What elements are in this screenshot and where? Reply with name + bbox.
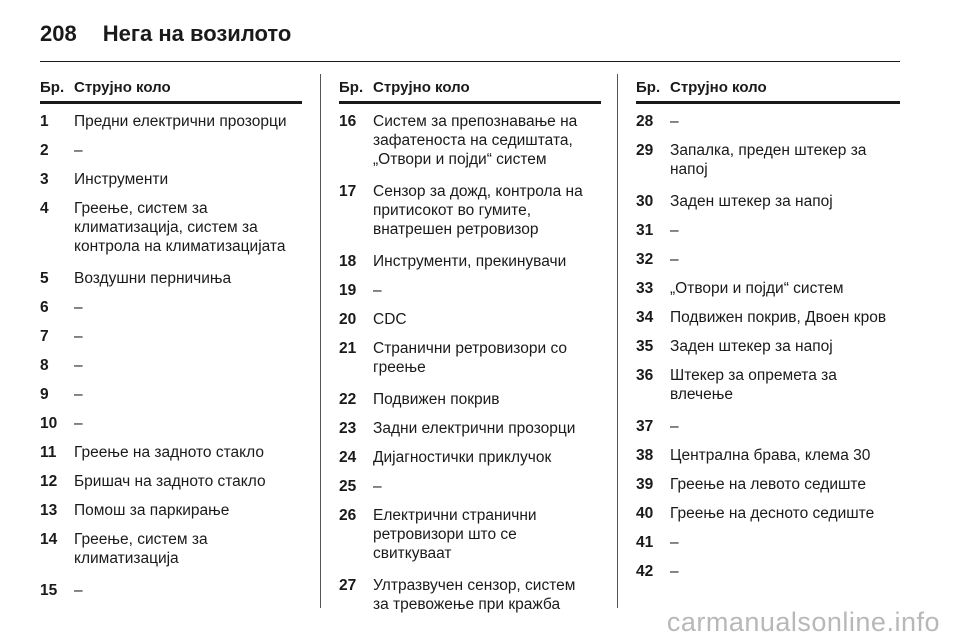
fuse-number: 19 (339, 282, 357, 299)
fuse-row (40, 112, 302, 131)
fuse-number: 7 (40, 328, 49, 345)
column-divider (617, 74, 618, 608)
fuse-number: 9 (40, 386, 49, 403)
fuse-number: 32 (636, 251, 654, 268)
fuse-row (636, 475, 900, 494)
fuse-circuit: Систем за препознавање на зафатеноста на седиштата, „Отвори и појди“ систем (373, 113, 578, 168)
fuse-row (339, 281, 601, 300)
fuse-row (636, 141, 900, 179)
fuse-circuit: Греење на десното седиште (670, 505, 875, 522)
column-header (636, 75, 900, 99)
fuse-circuit: Подвижен покрив (373, 391, 500, 408)
fuse-circuit: Централна брава, клема 30 (670, 447, 871, 464)
fuse-circuit: – (74, 299, 83, 316)
header-number: Бр. (636, 78, 661, 96)
fuse-row (636, 112, 900, 131)
fuse-row (40, 298, 302, 317)
fuse-number: 31 (636, 222, 654, 239)
fuse-circuit: – (373, 478, 382, 495)
fuse-number: 33 (636, 280, 654, 297)
fuse-number: 25 (339, 478, 357, 495)
fuse-row (339, 477, 601, 496)
fuse-circuit: Заден штекер за напој (670, 338, 833, 355)
header-rule (339, 101, 601, 104)
fuse-row (40, 141, 302, 160)
fuse-number: 8 (40, 357, 49, 374)
fuse-table-column-2 (339, 75, 601, 627)
fuse-number: 5 (40, 270, 49, 287)
fuse-number: 35 (636, 338, 654, 355)
fuse-number: 16 (339, 113, 357, 130)
fuse-row (40, 414, 302, 433)
fuse-circuit: Греење, систем за климатизација, систем за контрола на климатизацијата (74, 200, 286, 255)
fuse-row (40, 530, 302, 568)
fuse-number: 2 (40, 142, 49, 159)
fuse-table-column-1 (40, 75, 302, 610)
fuse-circuit: Инструменти (74, 171, 169, 188)
fuse-circuit: Подвижен покрив, Двоен кров (670, 309, 887, 326)
fuse-number: 39 (636, 476, 654, 493)
fuse-circuit: Дијагностички приклучок (373, 449, 552, 466)
fuse-row (339, 390, 601, 409)
fuse-row (636, 366, 900, 404)
fuse-row (636, 308, 900, 327)
fuse-circuit: Заден штекер за напој (670, 193, 833, 210)
fuse-list (339, 112, 601, 614)
page-title: Нега на возилото (102, 21, 292, 46)
fuse-row (636, 504, 900, 523)
fuse-number: 26 (339, 507, 357, 524)
fuse-number: 4 (40, 200, 49, 217)
fuse-row (40, 443, 302, 462)
fuse-number: 11 (40, 444, 57, 461)
fuse-circuit: – (670, 418, 679, 435)
fuse-circuit: – (670, 534, 679, 551)
fuse-number: 17 (339, 183, 357, 200)
fuse-row (636, 279, 900, 298)
fuse-row (339, 506, 601, 563)
fuse-number: 3 (40, 171, 49, 188)
fuse-row (636, 446, 900, 465)
header-circuit: Струјно коло (74, 78, 171, 96)
fuse-row (636, 533, 900, 552)
fuse-circuit: Запалка, преден штекер за напој (670, 142, 867, 178)
fuse-row (636, 250, 900, 269)
fuse-row (636, 337, 900, 356)
fuse-row (636, 192, 900, 211)
fuse-circuit: – (74, 386, 83, 403)
fuse-number: 24 (339, 449, 357, 466)
header-number: Бр. (40, 78, 65, 96)
fuse-number: 40 (636, 505, 654, 522)
fuse-number: 12 (40, 473, 58, 490)
fuse-number: 10 (40, 415, 58, 432)
fuse-circuit: – (74, 582, 83, 599)
fuse-number: 1 (40, 113, 49, 130)
fuse-row (636, 562, 900, 581)
fuse-row (339, 419, 601, 438)
watermark: carmanualsonline.info (666, 607, 940, 637)
fuse-row (339, 339, 601, 377)
fuse-circuit: – (373, 282, 382, 299)
header-circuit: Струјно коло (373, 78, 470, 96)
fuse-circuit: – (670, 251, 679, 268)
fuse-row (339, 448, 601, 467)
page-number: 208 (40, 21, 77, 46)
fuse-circuit: CDC (373, 311, 407, 328)
fuse-circuit: Сензор за дожд, контрола на притисокот во гумите, внатрешен ретровизор (373, 183, 583, 238)
fuse-number: 6 (40, 299, 49, 316)
fuse-circuit: – (670, 222, 679, 239)
fuse-row (40, 327, 302, 346)
page-header (40, 14, 291, 54)
fuse-row (636, 221, 900, 240)
fuse-number: 13 (40, 502, 58, 519)
fuse-row (40, 269, 302, 288)
fuse-number: 15 (40, 582, 58, 599)
header-rule (40, 61, 900, 62)
header-number: Бр. (339, 78, 364, 96)
fuse-row (40, 199, 302, 256)
fuse-number: 41 (636, 534, 654, 551)
fuse-circuit: – (74, 328, 83, 345)
fuse-list (636, 112, 900, 581)
fuse-circuit: Помош за паркирање (74, 502, 230, 519)
fuse-circuit: Странични ретровизори со греење (373, 340, 567, 376)
fuse-number: 22 (339, 391, 357, 408)
fuse-number: 37 (636, 418, 654, 435)
fuse-circuit: – (74, 142, 83, 159)
fuse-row (339, 182, 601, 239)
fuse-number: 23 (339, 420, 357, 437)
fuse-number: 20 (339, 311, 357, 328)
header-rule (40, 101, 302, 104)
column-header (339, 75, 601, 99)
fuse-row (40, 356, 302, 375)
fuse-row (40, 501, 302, 520)
fuse-circuit: – (74, 357, 83, 374)
fuse-circuit: Предни електрични прозорци (74, 113, 287, 130)
fuse-number: 42 (636, 563, 654, 580)
fuse-row (339, 576, 601, 614)
column-header (40, 75, 302, 99)
header-circuit: Струјно коло (670, 78, 767, 96)
fuse-circuit: Греење на левото седиште (670, 476, 866, 493)
fuse-number: 18 (339, 253, 357, 270)
fuse-number: 30 (636, 193, 654, 210)
fuse-number: 27 (339, 577, 357, 594)
fuse-table-column-3 (636, 75, 900, 591)
fuse-row (636, 417, 900, 436)
fuse-circuit: „Отвори и појди“ систем (670, 280, 844, 297)
fuse-row (339, 112, 601, 169)
header-rule (636, 101, 900, 104)
fuse-number: 29 (636, 142, 654, 159)
fuse-row (40, 581, 302, 600)
fuse-number: 14 (40, 531, 58, 548)
fuse-circuit: – (74, 415, 83, 432)
fuse-circuit: Греење, систем за климатизација (74, 531, 208, 567)
fuse-row (40, 170, 302, 189)
fuse-row (40, 472, 302, 491)
fuse-number: 36 (636, 367, 654, 384)
fuse-row (40, 385, 302, 404)
fuse-number: 28 (636, 113, 654, 130)
fuse-row (339, 252, 601, 271)
fuse-circuit: Бришач на задното стакло (74, 473, 266, 490)
fuse-circuit: – (670, 563, 679, 580)
fuse-circuit: – (670, 113, 679, 130)
fuse-circuit: Ултразвучен сензор, систем за тревожење при кражба (373, 577, 576, 613)
fuse-circuit: Инструменти, прекинувачи (373, 253, 567, 270)
fuse-number: 34 (636, 309, 654, 326)
fuse-circuit: Греење на задното стакло (74, 444, 264, 461)
fuse-number: 38 (636, 447, 654, 464)
column-divider (320, 74, 321, 608)
fuse-circuit: Штекер за опремета за влечење (670, 367, 837, 403)
fuse-row (339, 310, 601, 329)
fuse-list (40, 112, 302, 600)
fuse-circuit: Задни електрични прозорци (373, 420, 576, 437)
fuse-circuit: Воздушни перничиња (74, 270, 232, 287)
fuse-number: 21 (339, 340, 357, 357)
fuse-circuit: Електрични странични ретровизори што се свиткуваат (373, 507, 537, 562)
